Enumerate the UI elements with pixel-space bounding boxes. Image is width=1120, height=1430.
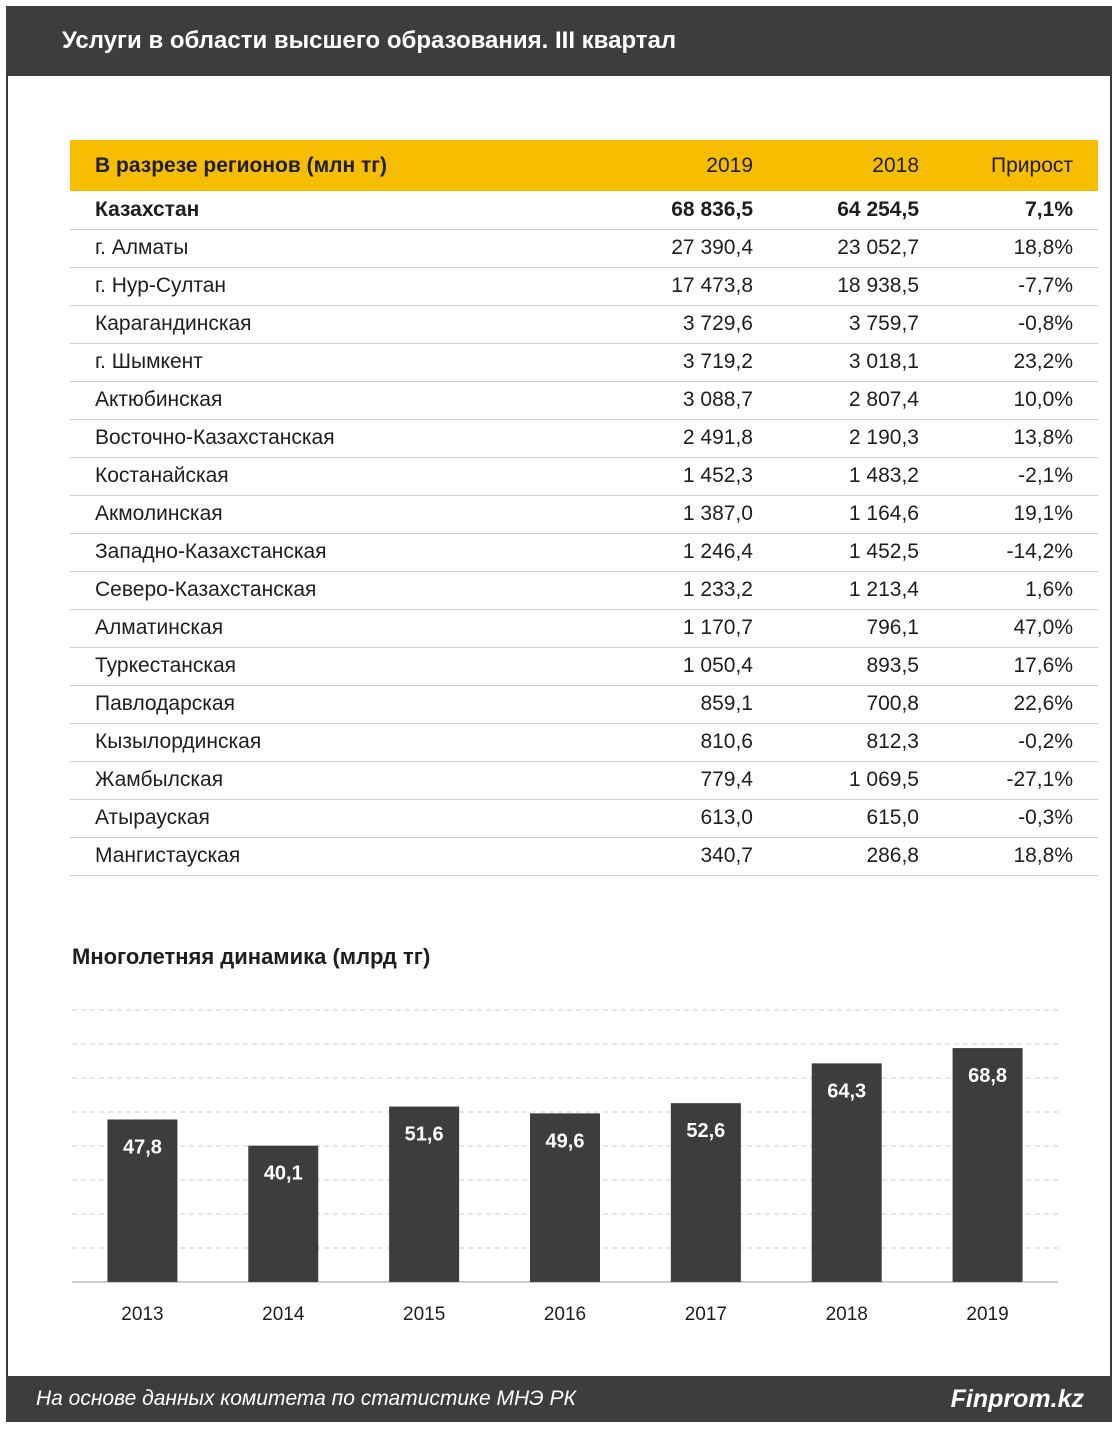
- cell-2019: 17 473,8: [671, 274, 753, 297]
- tick-label-2019: 2019: [966, 1304, 1009, 1325]
- cell-region: Кызылординская: [95, 730, 262, 753]
- header-growth: Прирост: [991, 153, 1073, 177]
- cell-growth: 19,1%: [1013, 502, 1073, 525]
- tick-label-2014: 2014: [262, 1304, 305, 1325]
- cell-region: Актюбинская: [95, 388, 223, 411]
- cell-2018: 615,0: [866, 806, 919, 829]
- cell-2019: 613,0: [700, 806, 753, 829]
- cell-2018: 1 483,2: [848, 464, 919, 487]
- cell-2018: 286,8: [866, 844, 919, 867]
- cell-2019: 779,4: [700, 768, 753, 791]
- cell-2019: 1 170,7: [682, 616, 753, 639]
- data-label-2014: 40,1: [263, 1162, 303, 1185]
- cell-region: г. Алматы: [95, 236, 189, 259]
- cell-2019: 3 729,6: [682, 312, 753, 335]
- cell-2018: 1 452,5: [848, 540, 919, 563]
- brand-logo: Finprom.kz: [950, 1385, 1084, 1413]
- cell-2018: 1 213,4: [848, 578, 919, 601]
- data-label-2016: 49,6: [545, 1130, 585, 1153]
- header-2019: 2019: [706, 153, 753, 177]
- chart-title: Многолетняя динамика (млрд тг): [72, 944, 431, 969]
- data-label-2013: 47,8: [122, 1136, 162, 1159]
- cell-growth: 1,6%: [1025, 578, 1073, 601]
- cell-growth: 47,0%: [1013, 616, 1073, 639]
- tick-label-2017: 2017: [684, 1304, 727, 1325]
- cell-2018: 2 190,3: [848, 426, 919, 449]
- cell-2018: 1 069,5: [848, 768, 919, 791]
- cell-growth: -7,7%: [1018, 274, 1073, 297]
- cell-growth: -27,1%: [1006, 768, 1073, 791]
- cell-growth: -14,2%: [1006, 540, 1073, 563]
- cell-growth: 18,8%: [1013, 236, 1073, 259]
- cell-2019: 27 390,4: [671, 236, 753, 259]
- cell-region: Северо-Казахстанская: [95, 578, 317, 601]
- cell-2018: 2 807,4: [848, 388, 919, 411]
- cell-2018: 893,5: [866, 654, 919, 677]
- cell-region: Западно-Казахстанская: [95, 540, 327, 563]
- cell-2019: 2 491,8: [682, 426, 753, 449]
- cell-2019: 859,1: [700, 692, 753, 715]
- data-label-2019: 68,8: [968, 1065, 1008, 1088]
- tick-label-2015: 2015: [403, 1304, 446, 1325]
- data-label-2015: 51,6: [404, 1123, 444, 1146]
- cell-growth: -0,3%: [1018, 806, 1073, 829]
- cell-2019: 340,7: [700, 844, 753, 867]
- cell-region: Мангистауская: [95, 844, 241, 867]
- cell-2019: 1 452,3: [682, 464, 753, 487]
- cell-growth: -0,8%: [1018, 312, 1073, 335]
- source-note: На основе данных комитета по статистике МНЭ РК: [36, 1387, 576, 1410]
- cell-region: Атырауская: [95, 806, 210, 829]
- footer: [6, 1376, 1112, 1422]
- cell-growth: 10,0%: [1013, 388, 1073, 411]
- cell-region: Карагандинская: [95, 312, 252, 335]
- cell-2019: 3 088,7: [682, 388, 753, 411]
- cell-2018: 3 018,1: [848, 350, 919, 373]
- cell-2019: 1 233,2: [682, 578, 753, 601]
- tick-label-2013: 2013: [121, 1304, 164, 1325]
- cell-2018: 3 759,7: [848, 312, 919, 335]
- cell-2018: 700,8: [866, 692, 919, 715]
- cell-growth: -2,1%: [1018, 464, 1073, 487]
- cell-growth: 18,8%: [1013, 844, 1073, 867]
- cell-2019: 1 387,0: [682, 502, 753, 525]
- tick-label-2016: 2016: [543, 1304, 587, 1325]
- tick-label-2018: 2018: [825, 1304, 868, 1325]
- cell-region: г. Шымкент: [95, 350, 203, 373]
- cell-2019: 1 050,4: [682, 654, 753, 677]
- cell-region: г. Нур-Султан: [95, 274, 226, 297]
- cell-region: Алматинская: [95, 616, 224, 639]
- page-title: Услуги в области высшего образования. III квартал: [6, 6, 1112, 76]
- cell-2018: 64 254,5: [837, 197, 919, 221]
- cell-growth: 7,1%: [1025, 197, 1073, 221]
- header-2018: 2018: [872, 153, 919, 177]
- header-region: В разрезе регионов (млн тг): [95, 153, 388, 177]
- cell-region: Павлодарская: [95, 692, 235, 715]
- data-label-2017: 52,6: [686, 1120, 726, 1143]
- cell-region: Акмолинская: [95, 502, 223, 525]
- cell-2019: 1 246,4: [682, 540, 753, 563]
- cell-2019: 3 719,2: [682, 350, 753, 373]
- cell-2018: 796,1: [866, 616, 919, 639]
- cell-growth: 22,6%: [1013, 692, 1073, 715]
- cell-growth: -0,2%: [1018, 730, 1073, 753]
- cell-2018: 23 052,7: [837, 236, 919, 259]
- cell-region: Казахстан: [95, 197, 200, 221]
- cell-growth: 17,6%: [1013, 654, 1073, 677]
- data-label-2018: 64,3: [827, 1080, 867, 1103]
- cell-region: Костанайская: [95, 464, 229, 487]
- cell-2018: 1 164,6: [848, 502, 919, 525]
- cell-growth: 13,8%: [1013, 426, 1073, 449]
- cell-2019: 810,6: [700, 730, 753, 753]
- cell-region: Жамбылская: [95, 768, 224, 791]
- cell-region: Туркестанская: [95, 654, 237, 677]
- cell-region: Восточно-Казахстанская: [95, 426, 335, 449]
- cell-2018: 18 938,5: [837, 274, 919, 297]
- cell-2018: 812,3: [866, 730, 919, 753]
- cell-2019: 68 836,5: [671, 197, 753, 221]
- cell-growth: 23,2%: [1013, 350, 1073, 373]
